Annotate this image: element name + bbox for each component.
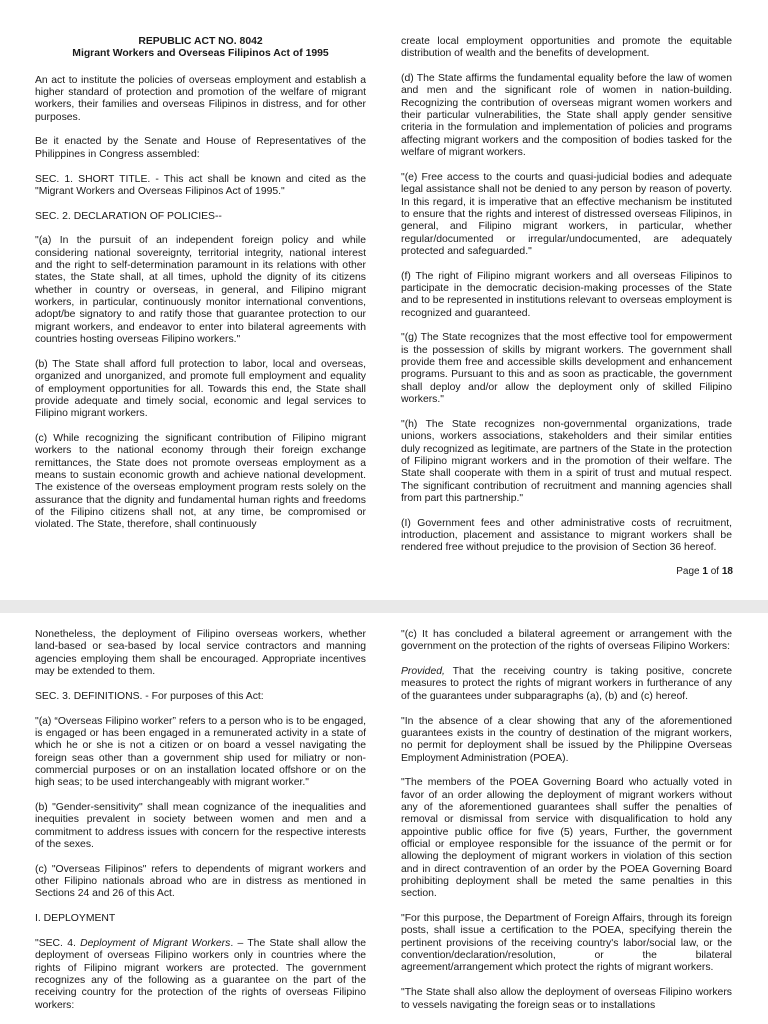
paragraph: SEC. 1. SHORT TITLE. - This act shall be known and cited as the "Migrant Workers and Overseas Filipinos Act of 1995." xyxy=(35,173,366,197)
section-heading: SEC. 2. DECLARATION OF POLICIES-- xyxy=(35,210,222,222)
paragraph: "For this purpose, the Department of Foreign Affairs, through its foreign posts, shall issue a certification to the POEA, specifying therein the pertinent provisions of the receiving country's labor/social law, or the convention/declaration/resolution, or the bilateral agreement/arrangement which protect the rights of migrant workers. xyxy=(401,913,732,974)
document-page-2 xyxy=(0,613,768,1024)
paragraph: An act to institute the policies of overseas employment and establish a higher standard of protection and promotion of the welfare of migrant workers, their families and overseas Filipinos in distress, and for other purposes. xyxy=(35,74,366,123)
paragraph: Be it enacted by the Senate and House of Representatives of the Philippines in Congress assembled: xyxy=(35,136,366,160)
paragraph: (d) The State affirms the fundamental equality before the law of women and men and the significant role of women in nation-building. Recognizing the contribution of overseas migrant women workers and their particular vulnerabilities, the State shall apply gender sensitive criteria in the formulation and implementation of policies and programs affecting migrant workers and the composition of bodies tasked for the welfare of migrant workers. xyxy=(401,73,732,159)
provided-text: That the receiving country is taking positive, concrete measures to protect the rights of migrant workers in furtherance of any of the guarantees under subparagraphs (a), (b) and (c) hereof. xyxy=(401,666,732,702)
sec4-text: . – The State shall allow the deployment of overseas Filipino workers only in countries where the rights of Filipino migrant workers are protected. The government recognizes any of the following as a guarantee on the part of the receiving country for the protection of the rights of overseas Filipino workers: xyxy=(35,937,366,1011)
paragraph: "(a) “Overseas Filipino worker” refers to a person who is to be engaged, is engaged or has been engaged in a remunerated activity in a state of which he or she is not a citizen or on board a vessel navigating the foreign seas other than a government ship used for miliatry or non-commercial purposes or on an installation located offshore or on the high seas; to be used interchangeably with migrant worker." xyxy=(35,715,366,789)
paragraph: (c) While recognizing the significant contribution of Filipino migrant workers to the national economy through their foreign exchange remittances, the State does not promote overseas employment as a means to sustain economic growth and achieve national development. The existence of the overseas employment program rests solely on the assurance that the dignity and fundamental human rights and freedoms of the Filipino citizens shall not, at any time, be compromised or violated. The State, therefore, shall continuously xyxy=(35,432,366,531)
paragraph: "(g) The State recognizes that the most effective tool for empowerment is the possession of skills by migrant workers. The government shall provide them free and accessible skills development and enhancement programs. Pursuant to this and as soon as practicable, the government shall deploy and/or allow the deployment only of skilled Filipino workers." xyxy=(401,332,732,406)
page1-left-column xyxy=(35,36,366,544)
document-subtitle: Migrant Workers and Overseas Filipinos Act of 1995 xyxy=(72,48,329,60)
document-title: REPUBLIC ACT NO. 8042 xyxy=(138,36,263,47)
paragraph: "(e) Free access to the courts and quasi-judicial bodies and adequate legal assistance shall not be denied to any person by reason of poverty. In this regard, it is imperative that an effective mechanism be instituted to ensure that the rights and interest of distressed overseas Filipinos, in general, and Filipino migrant workers, in particular, whether regular/documented or irregular/undocumented, are adequately protected and safeguarded." xyxy=(401,171,732,257)
page2-right-column xyxy=(401,629,732,1024)
paragraph: (b) "Gender-sensitivity" shall mean cognizance of the inequalities and inequities prevalent in society between women and men and a commitment to address issues with concern for the respective interests of the sexes. xyxy=(35,801,366,850)
sec4-title: Deployment of Migrant Workers xyxy=(80,937,231,949)
page-label: Page xyxy=(676,566,703,577)
paragraph-provided xyxy=(401,666,732,703)
page-of: of xyxy=(707,566,722,577)
page-current: 1 xyxy=(702,566,708,577)
page-separator xyxy=(0,600,768,613)
paragraph: "The State shall also allow the deployment of overseas Filipino workers to vessels navigating the foreign seas or to installations xyxy=(401,987,732,1011)
page-total: 18 xyxy=(721,566,733,577)
paragraph: "The members of the POEA Governing Board who actually voted in favor of an order allowing the deployment of migrant workers without any of the aforementioned guarantees shall suffer the penalties of removal or dismissal from service with disqualification to hold any appointive public office for five (5) years, Further, the government official or employee responsible for the issuance of the permit or for allowing the deployment of migrant workers in violation of this section and in direct contravention of an order by the POEA Governing Board prohibiting deployment shall be meted the same penalties in this section. xyxy=(401,777,732,900)
page-number xyxy=(676,566,733,577)
paragraph: Nonetheless, the deployment of Filipino overseas workers, whether land-based or sea-based by local service contractors and manning agencies employing them shall be encouraged. Appropriate incentives may be extended to them. xyxy=(35,629,366,678)
provided-word: Provided, xyxy=(401,666,445,678)
paragraph: (f) The right of Filipino migrant workers and all overseas Filipinos to participate in the democratic decision-making processes of the State and to be represented in institutions relevant to overseas employment is recognized and guaranteed. xyxy=(401,270,732,319)
paragraph: "(a) In the pursuit of an independent foreign policy and while considering national sovereignty, territorial integrity, national interest and the right to self-determination paramount in its relations with other states, the State shall, at all times, uphold the dignity of its citizens whether in country or overseas, in general, and Filipino migrant workers, in particular, continuously monitor international conventions, adopt/be signatory to and ratify those that guarantee protection to our migrant workers, and endeavor to enter into bilateral agreements with countries hosting overseas Filipino workers." xyxy=(35,235,366,346)
document-heading xyxy=(35,36,366,61)
paragraph: (c) "Overseas Filipinos" refers to dependents of migrant workers and other Filipino nationals abroad who are in distress as mentioned in Sections 24 and 26 of this Act. xyxy=(35,863,366,900)
paragraph: "In the absence of a clear showing that any of the aforementioned guarantees exists in the country of destination of the migrant workers, no permit for deployment shall be issued by the Philippine Overseas Employment Administration (POEA). xyxy=(401,715,732,764)
paragraph: SEC. 3. DEFINITIONS. - For purposes of this Act: xyxy=(35,690,264,702)
paragraph: (b) The State shall afford full protection to labor, local and overseas, organized and unorganized, and promote full employment and equality of employment opportunities for all. Towards this end, the State shall provide adequate and timely social, economic and legal services to Filipino migrant workers. xyxy=(35,358,366,420)
sec4-prefix: "SEC. 4. xyxy=(35,937,81,949)
paragraph: "(c) It has concluded a bilateral agreement or arrangement with the government on the protection of the rights of overseas Filipino Workers: xyxy=(401,629,732,653)
paragraph: create local employment opportunities and promote the equitable distribution of wealth and the benefits of development. xyxy=(401,36,732,60)
section-heading: I. DEPLOYMENT xyxy=(35,913,116,925)
page1-right-column xyxy=(401,36,732,567)
paragraph: (I) Government fees and other administrative costs of recruitment, introduction, placement and assistance to migrant workers shall be rendered free without prejudice to the provision of Section 36 hereof. xyxy=(401,517,732,554)
paragraph-sec4 xyxy=(35,938,366,1012)
page2-left-column xyxy=(35,629,366,1024)
paragraph: "(h) The State recognizes non-governmental organizations, trade unions, workers associations, stakeholders and their similar entities duly recognized as legitimate, are partners of the State in the protection of Filipino migrant workers and in the promotion of their welfare. The State shall cooperate with them in a spirit of trust and mutual respect. The significant contribution of recruitment and manning agencies shall from part this partnership." xyxy=(401,418,732,504)
